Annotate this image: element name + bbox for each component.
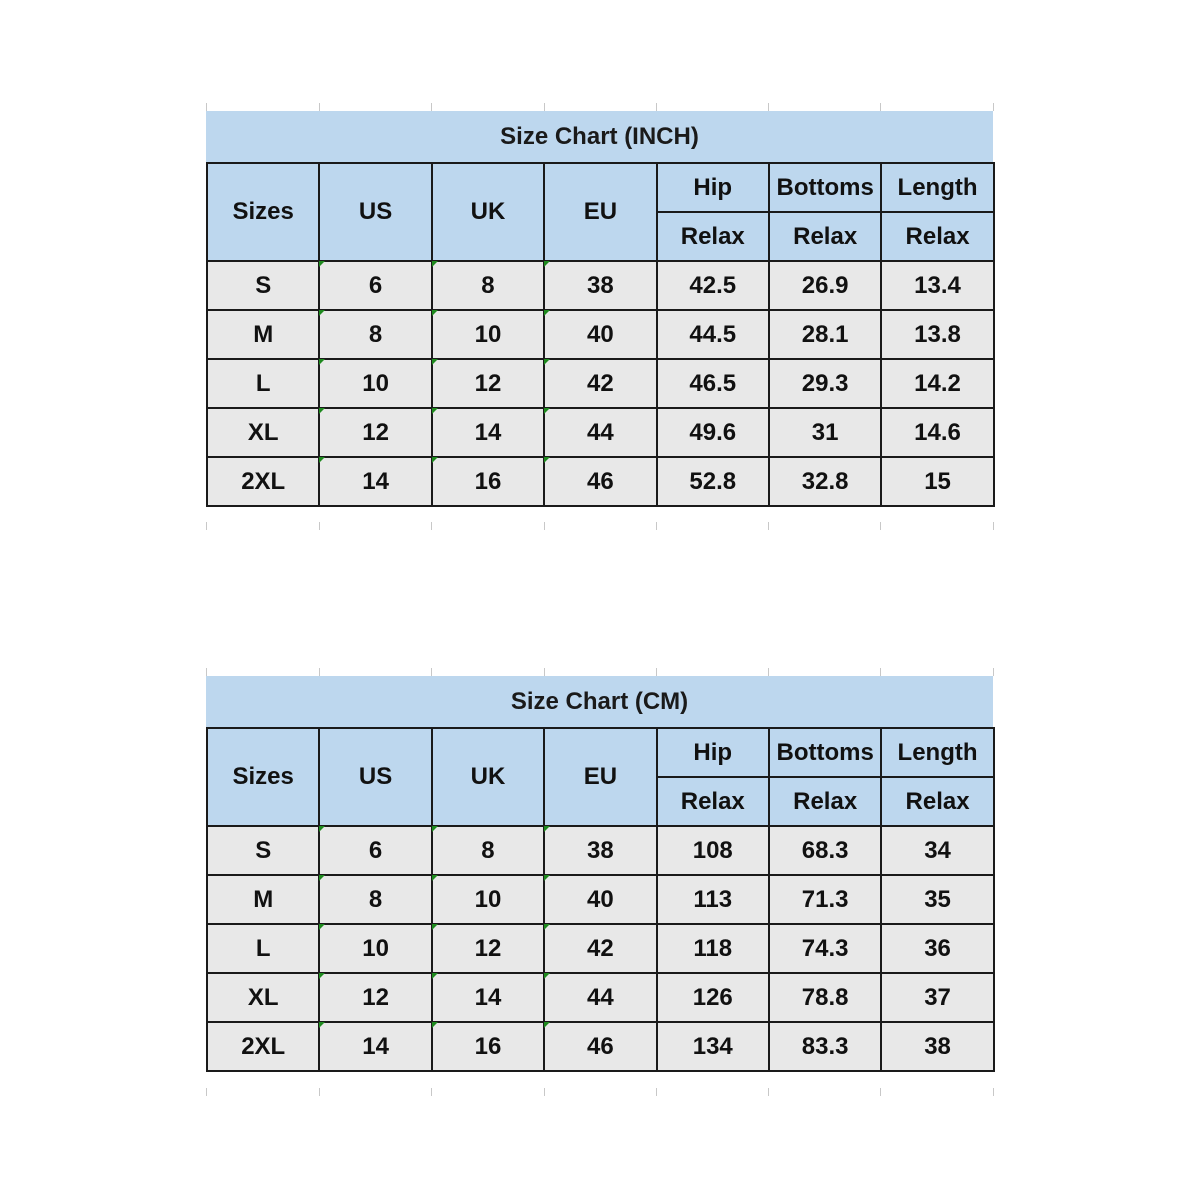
cell-uk: 16 [432, 457, 544, 506]
cell-size: 2XL [207, 1022, 319, 1071]
cell-uk: 8 [432, 826, 544, 875]
gridline-tick [768, 1088, 769, 1096]
header-uk: UK [432, 728, 544, 826]
gridline-tick [206, 103, 207, 111]
cell-size: S [207, 261, 319, 310]
cell-hip: 46.5 [657, 359, 769, 408]
header-length-relax: Relax [881, 777, 993, 826]
cell-hip: 126 [657, 973, 769, 1022]
gridline-tick [993, 1088, 994, 1096]
gridline-tick [656, 103, 657, 111]
cell-us: 6 [319, 826, 431, 875]
cell-hip: 49.6 [657, 408, 769, 457]
gridline-tick [431, 668, 432, 676]
header-bottoms-relax: Relax [769, 777, 881, 826]
cell-size: 2XL [207, 457, 319, 506]
cell-uk: 16 [432, 1022, 544, 1071]
cell-hip: 113 [657, 875, 769, 924]
cell-length: 14.6 [881, 408, 993, 457]
cell-length: 36 [881, 924, 993, 973]
cell-hip: 108 [657, 826, 769, 875]
gridline-tick [544, 103, 545, 111]
cell-us: 8 [319, 875, 431, 924]
gridline-tick [993, 522, 994, 530]
gridline-tick [993, 103, 994, 111]
cell-hip: 52.8 [657, 457, 769, 506]
cell-size: XL [207, 408, 319, 457]
cell-size: XL [207, 973, 319, 1022]
gridline-tick [544, 522, 545, 530]
cell-us: 8 [319, 310, 431, 359]
header-us: US [319, 163, 431, 261]
cell-eu: 42 [544, 924, 656, 973]
cell-eu: 46 [544, 1022, 656, 1071]
table-row [207, 875, 994, 924]
cell-uk: 10 [432, 310, 544, 359]
gridline-tick [319, 522, 320, 530]
header-hip: Hip [657, 163, 769, 212]
cell-bottoms: 26.9 [769, 261, 881, 310]
cell-eu: 44 [544, 973, 656, 1022]
cell-hip: 134 [657, 1022, 769, 1071]
cell-size: M [207, 310, 319, 359]
gridline-tick [656, 668, 657, 676]
cell-length: 37 [881, 973, 993, 1022]
cell-uk: 12 [432, 359, 544, 408]
size-chart-cm [206, 676, 993, 1072]
cell-hip: 44.5 [657, 310, 769, 359]
cell-bottoms: 32.8 [769, 457, 881, 506]
cell-us: 12 [319, 973, 431, 1022]
header-hip: Hip [657, 728, 769, 777]
cell-bottoms: 83.3 [769, 1022, 881, 1071]
chart-title: Size Chart (INCH) [206, 111, 993, 162]
cell-uk: 12 [432, 924, 544, 973]
header-bottoms: Bottoms [769, 163, 881, 212]
gridline-tick [206, 668, 207, 676]
header-sizes: Sizes [207, 728, 319, 826]
table-row [207, 973, 994, 1022]
cell-us: 14 [319, 1022, 431, 1071]
cell-bottoms: 71.3 [769, 875, 881, 924]
header-us: US [319, 728, 431, 826]
header-eu: EU [544, 163, 656, 261]
header-eu: EU [544, 728, 656, 826]
chart-title: Size Chart (CM) [206, 676, 993, 727]
header-hip-relax: Relax [657, 212, 769, 261]
cell-bottoms: 74.3 [769, 924, 881, 973]
cell-uk: 8 [432, 261, 544, 310]
table-body [207, 826, 994, 1071]
cell-uk: 14 [432, 408, 544, 457]
cell-us: 6 [319, 261, 431, 310]
cell-us: 12 [319, 408, 431, 457]
gridline-tick [880, 522, 881, 530]
cell-size: M [207, 875, 319, 924]
cell-length: 13.4 [881, 261, 993, 310]
cell-eu: 40 [544, 875, 656, 924]
cell-length: 13.8 [881, 310, 993, 359]
gridline-tick [656, 522, 657, 530]
table-row [207, 310, 994, 359]
cell-size: L [207, 359, 319, 408]
size-table [206, 162, 995, 507]
cell-eu: 38 [544, 261, 656, 310]
cell-eu: 44 [544, 408, 656, 457]
cell-eu: 42 [544, 359, 656, 408]
cell-length: 34 [881, 826, 993, 875]
table-row [207, 408, 994, 457]
cell-bottoms: 68.3 [769, 826, 881, 875]
gridline-tick [768, 668, 769, 676]
size-chart-inch [206, 111, 993, 507]
cell-eu: 46 [544, 457, 656, 506]
table-row [207, 457, 994, 506]
cell-length: 15 [881, 457, 993, 506]
header-sizes: Sizes [207, 163, 319, 261]
gridline-tick [431, 1088, 432, 1096]
header-bottoms: Bottoms [769, 728, 881, 777]
table-row [207, 1022, 994, 1071]
gridline-tick [768, 103, 769, 111]
header-length: Length [881, 728, 993, 777]
header-length: Length [881, 163, 993, 212]
gridline-tick [431, 522, 432, 530]
header-bottoms-relax: Relax [769, 212, 881, 261]
gridline-tick [656, 1088, 657, 1096]
cell-length: 14.2 [881, 359, 993, 408]
size-table [206, 727, 995, 1072]
gridline-tick [768, 522, 769, 530]
gridline-tick [319, 1088, 320, 1096]
cell-bottoms: 78.8 [769, 973, 881, 1022]
cell-hip: 42.5 [657, 261, 769, 310]
cell-eu: 38 [544, 826, 656, 875]
header-uk: UK [432, 163, 544, 261]
cell-uk: 10 [432, 875, 544, 924]
cell-hip: 118 [657, 924, 769, 973]
cell-length: 35 [881, 875, 993, 924]
cell-size: L [207, 924, 319, 973]
gridline-tick [544, 1088, 545, 1096]
gridline-tick [206, 1088, 207, 1096]
gridline-tick [880, 103, 881, 111]
table-row [207, 359, 994, 408]
table-row [207, 924, 994, 973]
gridline-tick [993, 668, 994, 676]
cell-uk: 14 [432, 973, 544, 1022]
cell-eu: 40 [544, 310, 656, 359]
cell-us: 10 [319, 924, 431, 973]
cell-us: 10 [319, 359, 431, 408]
gridline-tick [319, 103, 320, 111]
gridline-tick [880, 668, 881, 676]
table-body [207, 261, 994, 506]
cell-size: S [207, 826, 319, 875]
gridline-tick [206, 522, 207, 530]
table-row [207, 826, 994, 875]
cell-bottoms: 28.1 [769, 310, 881, 359]
gridline-tick [319, 668, 320, 676]
cell-us: 14 [319, 457, 431, 506]
cell-bottoms: 31 [769, 408, 881, 457]
cell-length: 38 [881, 1022, 993, 1071]
header-length-relax: Relax [881, 212, 993, 261]
cell-bottoms: 29.3 [769, 359, 881, 408]
gridline-tick [431, 103, 432, 111]
header-hip-relax: Relax [657, 777, 769, 826]
gridline-tick [880, 1088, 881, 1096]
gridline-tick [544, 668, 545, 676]
table-row [207, 261, 994, 310]
